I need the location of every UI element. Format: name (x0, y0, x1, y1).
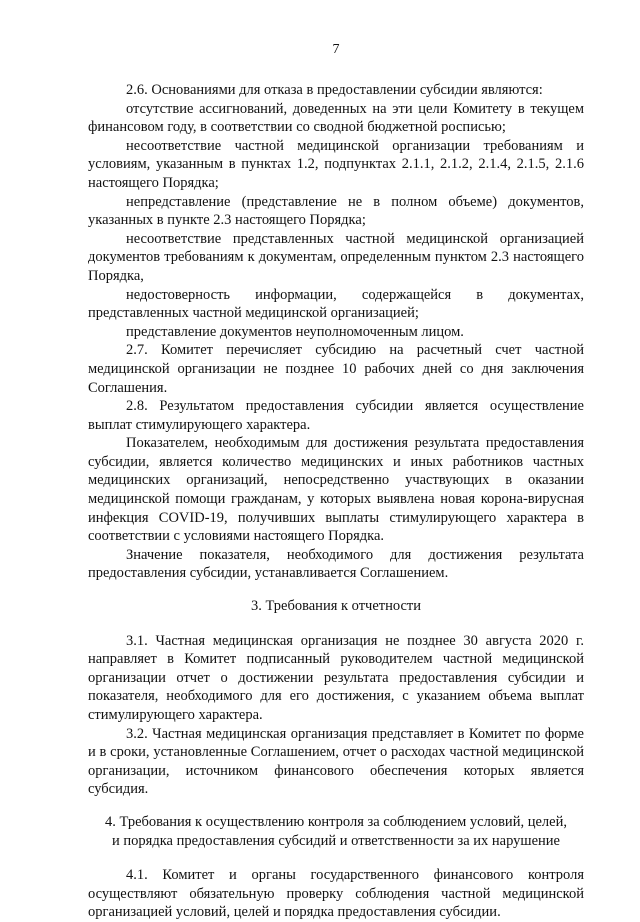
paragraph-2-6: 2.6. Основаниями для отказа в предоставлении субсидии являются: (126, 82, 543, 98)
paragraph-non-submission: непредставление (представление не в полном объеме) документов, указанных в пункте 2.3 настоящего Порядка; (88, 193, 584, 229)
paragraph-nonconformity-requirements: несоответствие частной медицинской организации требованиям и условиям, указанным в пунктах 1.2, подпунктах 2.1.1, 2.1.2, 2.1.4, 2.1.5, 2.1.6 настоящего Порядка; (88, 137, 584, 191)
paragraph-no-allocations: отсутствие ассигнований, доведенных на эти цели Комитету в текущем финансовом году, в соответствии со сводной бюджетной росписью; (88, 100, 584, 136)
paragraph-nonconformity-documents: несоответствие представленных частной медицинской организацией документов требованиям к документам, определенным пунктом 2.3 настоящего Порядка, (88, 230, 584, 284)
paragraph-3-1: 3.1. Частная медицинская организация не позднее 30 августа 2020 г. направляет в Комитет подписанный руководителем частной медицинской организации отчет о достижении результата предоставления субсидии и показателя, необходимого для его достижения, с указанием объема выплат стимулирующего характера. (88, 632, 584, 723)
paragraph-unreliable-info: недостоверность информации, содержащейся в документах, представленных частной медицинской организацией; (88, 286, 584, 322)
section-4-heading-line-2: и порядка предоставления субсидий и ответственности за их нарушение (112, 832, 560, 849)
paragraph-4-1: 4.1. Комитет и органы государственного финансового контроля осуществляют обязательную проверку соблюдения частной медицинской организацией условий, целей и порядка предоставления субсидии. (88, 867, 584, 921)
paragraph-3-2: 3.2. Частная медицинская организация представляет в Комитет по форме и в сроки, установленные Соглашением, отчет о расходах частной медицинской организации, источником финансового обеспечения которых является субсидия. (88, 725, 584, 798)
section-3-heading: 3. Требования к отчетности (250, 598, 422, 615)
paragraph-2-8: 2.8. Результатом предоставления субсидии является осуществление выплат стимулирующего характера. (88, 398, 584, 433)
paragraph-unauthorized-person: представление документов неуполномоченным лицом. (126, 323, 464, 340)
paragraph-2-7: 2.7. Комитет перечисляет субсидию на расчетный счет частной медицинской организации не позднее 10 рабочих дней со дня заключения Соглашения. (88, 342, 584, 396)
section-4-heading (88, 813, 584, 850)
document-body (88, 81, 584, 922)
page-number: 7 (332, 42, 340, 57)
section-4-heading-line-1: 4. Требования к осуществлению контроля за соблюдением условий, целей, (105, 813, 567, 830)
paragraph-indicator-value: Значение показателя, необходимого для достижения результата предоставления субсидии, устанавливается Соглашением. (88, 546, 584, 582)
paragraph-indicator: Показателем, необходимым для достижения результата предоставления субсидии, является количество медицинских и иных работников частных медицинских организаций, непосредственно участвующих в оказании медицинской помощи гражданам, у которых выявлена новая корона-вирусная инфекция COVID-19, получивших выплаты стимулирующего характера в соответствии с условиями настоящего Порядка. (88, 435, 584, 545)
